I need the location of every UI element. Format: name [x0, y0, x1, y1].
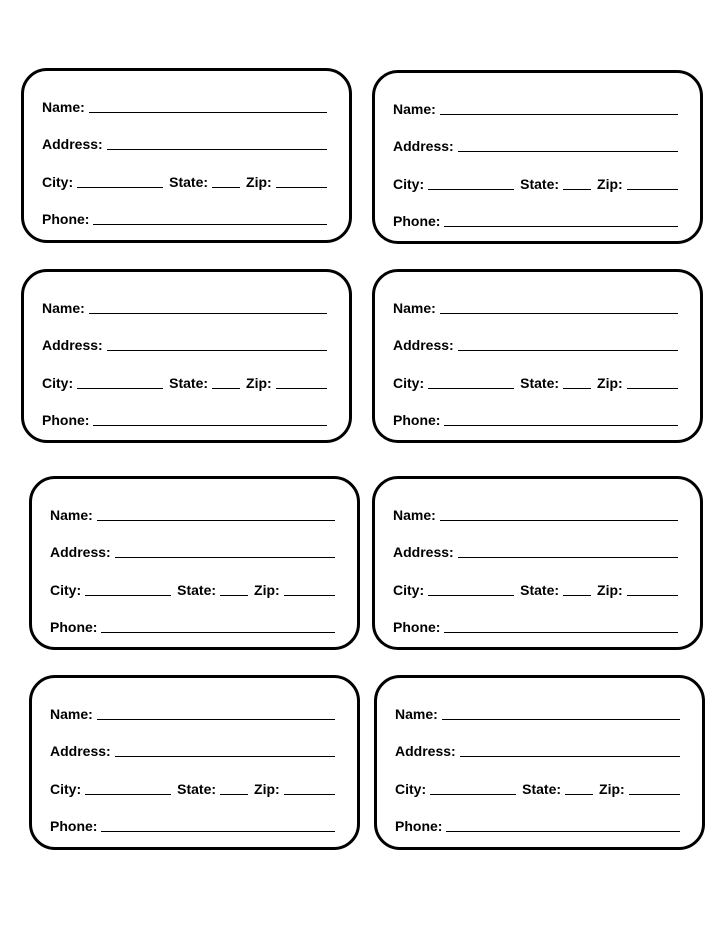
address-label: Address: [42, 337, 103, 353]
zip-line[interactable] [276, 387, 327, 389]
address-row [42, 130, 327, 152]
phone-label: Phone: [393, 412, 441, 428]
zip-label: Zip: [597, 176, 623, 192]
name-row [395, 700, 680, 722]
city-label: City: [393, 582, 425, 598]
state-line[interactable] [563, 188, 591, 190]
city-label: City: [50, 582, 82, 598]
city-state-zip-row [50, 775, 335, 797]
address-label: Address: [393, 337, 454, 353]
name-row [393, 95, 678, 117]
zip-line[interactable] [276, 186, 327, 188]
phone-row [50, 812, 335, 834]
name-label: Name: [50, 706, 93, 722]
zip-label: Zip: [246, 375, 272, 391]
city-label: City: [395, 781, 427, 797]
zip-line[interactable] [627, 188, 678, 190]
city-line[interactable] [428, 594, 514, 596]
state-line[interactable] [220, 594, 248, 596]
phone-line[interactable] [101, 631, 335, 633]
phone-label: Phone: [393, 619, 441, 635]
address-tag [372, 70, 703, 244]
state-line[interactable] [220, 793, 248, 795]
zip-label: Zip: [254, 582, 280, 598]
name-line[interactable] [97, 718, 335, 720]
name-line[interactable] [440, 312, 678, 314]
name-label: Name: [395, 706, 438, 722]
name-row [393, 294, 678, 316]
name-row [42, 294, 327, 316]
state-label: State: [520, 176, 560, 192]
zip-label: Zip: [599, 781, 625, 797]
state-label: State: [520, 582, 560, 598]
city-state-zip-row [395, 775, 680, 797]
phone-line[interactable] [444, 631, 678, 633]
address-line[interactable] [115, 755, 335, 757]
city-state-zip-row [393, 369, 678, 391]
state-label: State: [169, 375, 209, 391]
address-line[interactable] [460, 755, 680, 757]
city-line[interactable] [77, 387, 163, 389]
address-line[interactable] [107, 148, 327, 150]
state-line[interactable] [563, 594, 591, 596]
city-line[interactable] [430, 793, 516, 795]
address-row [393, 538, 678, 560]
city-label: City: [42, 375, 74, 391]
zip-label: Zip: [254, 781, 280, 797]
state-label: State: [522, 781, 562, 797]
name-row [393, 501, 678, 523]
city-state-zip-row [393, 576, 678, 598]
address-label: Address: [393, 138, 454, 154]
address-line[interactable] [107, 349, 327, 351]
phone-line[interactable] [446, 830, 680, 832]
phone-row [395, 812, 680, 834]
name-line[interactable] [440, 519, 678, 521]
address-row [42, 331, 327, 353]
address-row [393, 331, 678, 353]
phone-row [50, 613, 335, 635]
address-label: Address: [395, 743, 456, 759]
name-line[interactable] [440, 113, 678, 115]
address-label: Address: [50, 743, 111, 759]
zip-line[interactable] [627, 387, 678, 389]
address-line[interactable] [458, 349, 678, 351]
name-label: Name: [42, 300, 85, 316]
name-line[interactable] [89, 312, 327, 314]
address-tag [372, 476, 703, 650]
name-line[interactable] [442, 718, 680, 720]
name-line[interactable] [89, 111, 327, 113]
city-state-zip-row [42, 168, 327, 190]
city-label: City: [50, 781, 82, 797]
phone-label: Phone: [42, 412, 90, 428]
city-line[interactable] [428, 188, 514, 190]
phone-label: Phone: [50, 619, 98, 635]
phone-line[interactable] [101, 830, 335, 832]
phone-row [393, 613, 678, 635]
address-line[interactable] [115, 556, 335, 558]
name-row [50, 501, 335, 523]
phone-row [42, 406, 327, 428]
city-state-zip-row [42, 369, 327, 391]
state-label: State: [177, 582, 217, 598]
phone-label: Phone: [393, 213, 441, 229]
zip-label: Zip: [597, 582, 623, 598]
city-state-zip-row [50, 576, 335, 598]
zip-line[interactable] [627, 594, 678, 596]
state-line[interactable] [563, 387, 591, 389]
phone-label: Phone: [42, 211, 90, 227]
name-label: Name: [393, 101, 436, 117]
phone-line[interactable] [93, 223, 327, 225]
address-row [50, 538, 335, 560]
address-line[interactable] [458, 150, 678, 152]
address-label: Address: [50, 544, 111, 560]
name-label: Name: [393, 300, 436, 316]
state-line[interactable] [212, 186, 240, 188]
zip-label: Zip: [246, 174, 272, 190]
phone-label: Phone: [395, 818, 443, 834]
address-tag [29, 675, 360, 850]
name-line[interactable] [97, 519, 335, 521]
address-label: Address: [393, 544, 454, 560]
phone-row [393, 207, 678, 229]
address-tag [372, 269, 703, 443]
zip-line[interactable] [284, 594, 335, 596]
phone-row [42, 205, 327, 227]
city-label: City: [393, 176, 425, 192]
address-line[interactable] [458, 556, 678, 558]
city-line[interactable] [428, 387, 514, 389]
phone-line[interactable] [444, 225, 678, 227]
state-label: State: [169, 174, 209, 190]
city-state-zip-row [393, 170, 678, 192]
city-line[interactable] [77, 186, 163, 188]
phone-row [393, 406, 678, 428]
address-tag [374, 675, 705, 850]
city-line[interactable] [85, 793, 171, 795]
phone-line[interactable] [444, 424, 678, 426]
address-label: Address: [42, 136, 103, 152]
city-label: City: [393, 375, 425, 391]
address-tag [21, 269, 352, 443]
zip-line[interactable] [284, 793, 335, 795]
zip-label: Zip: [597, 375, 623, 391]
state-line[interactable] [565, 793, 593, 795]
name-label: Name: [42, 99, 85, 115]
zip-line[interactable] [629, 793, 680, 795]
name-label: Name: [50, 507, 93, 523]
state-label: State: [177, 781, 217, 797]
city-line[interactable] [85, 594, 171, 596]
phone-label: Phone: [50, 818, 98, 834]
state-label: State: [520, 375, 560, 391]
address-row [393, 132, 678, 154]
name-label: Name: [393, 507, 436, 523]
name-row [42, 93, 327, 115]
address-tag [29, 476, 360, 650]
phone-line[interactable] [93, 424, 327, 426]
address-tag [21, 68, 352, 243]
state-line[interactable] [212, 387, 240, 389]
city-label: City: [42, 174, 74, 190]
address-row [395, 737, 680, 759]
name-row [50, 700, 335, 722]
address-row [50, 737, 335, 759]
